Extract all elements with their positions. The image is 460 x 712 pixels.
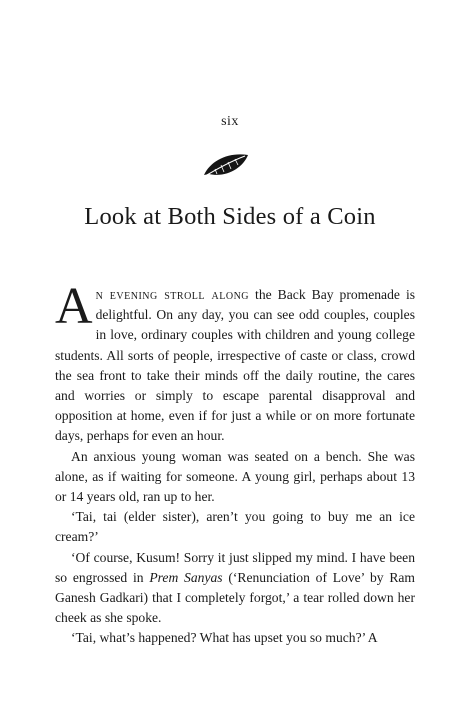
chapter-title: Look at Both Sides of a Coin — [84, 203, 376, 230]
book-title-italic: Prem Sanyas — [149, 569, 223, 585]
lead-in-smallcaps: n evening stroll along — [95, 287, 250, 302]
paragraph-4 — [55, 548, 415, 629]
paragraph-5: ‘Tai, what’s happened? What has upset you so much?’ A — [71, 630, 378, 646]
paragraph-3: ‘Tai, tai (elder sister), aren’t you going to buy me an ice cream?’ — [55, 509, 415, 545]
chapter-label: six — [221, 114, 239, 129]
paragraph-1 — [55, 278, 416, 447]
paragraph-4-text-b: (‘Renunciation of Love’ by Ram Ganesh Gadkari) that I completely forgot,’ a tear rolled down her cheek as she spoke. — [55, 569, 416, 626]
paragraph-1-text: the Back Bay promenade is delightful. On any day, you can see odd couples, couples in love, ordinary couples with children and young college students. All sorts of people, irrespective of caste or class, crowd the sea front to take their minds off the daily routine, the cares and worries or simply to escape parental disapproval and opposition at home, even if for just a while or on more fortunate days, perhaps for even an hour. — [55, 287, 416, 444]
paragraph-2: An anxious young woman was seated on a bench. She was alone, as if waiting for someone. A young girl, perhaps about 13 or 14 years old, ran up to her. — [55, 448, 415, 505]
leaf-icon — [201, 150, 251, 180]
paragraph-4-text-a: ‘Of course, Kusum! Sorry it just slipped my mind. I have been so engrossed in — [55, 549, 415, 585]
body-text — [55, 278, 416, 649]
drop-cap: A — [55, 278, 93, 335]
